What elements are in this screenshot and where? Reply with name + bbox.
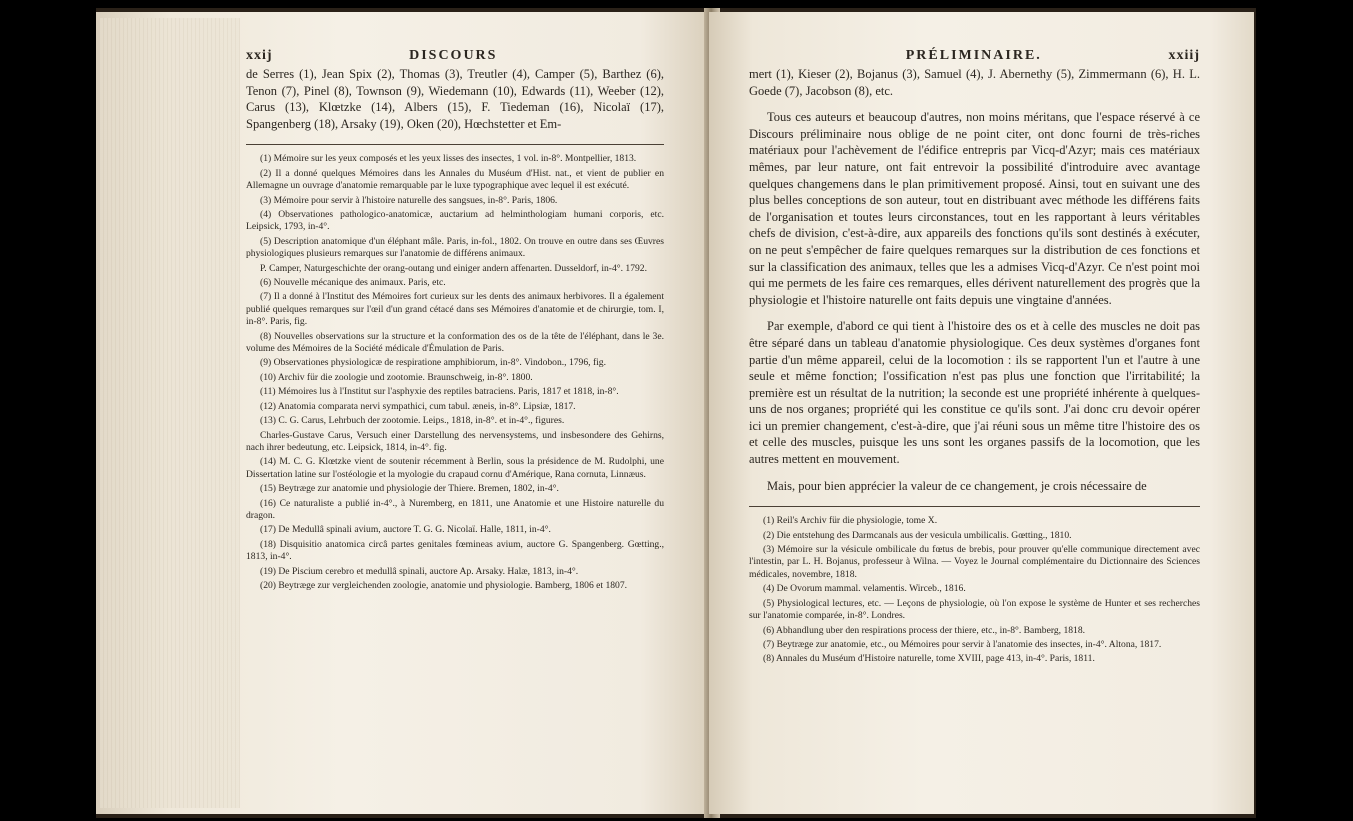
- footnote: (8) Annales du Muséum d'Histoire naturelle, tome XVIII, page 413, in-4°. Paris, 1811.: [763, 653, 1095, 665]
- footnote: (5) Physiological lectures, etc. — Leçons de physiologie, où l'on expose le système de Hunter et ses recherches sur l'anatomie comparée, in-8°. Londres.: [749, 597, 1200, 622]
- footnote: (8) Nouvelles observations sur la structure et la conformation des os de la tête de l'éléphant, dans le 3e. volume des Mémoires de la Société médicale d'Émulation de Paris.: [246, 330, 664, 355]
- footnotes-right: [749, 515, 1200, 665]
- running-head-title: PRÉLIMINAIRE.: [905, 48, 1042, 63]
- body-paragraph: mert (1), Kieser (2), Bojanus (3), Samuel (4), J. Abernethy (5), Zimmermann (6), H. L. Goede (7), Jacobson (8), etc.: [749, 67, 1200, 98]
- footnote: (16) Ce naturaliste a publié in-4°., à Nuremberg, en 1811, une Anatomie et une Histoire naturelle du dragon.: [246, 497, 664, 521]
- footnote-rule: [749, 506, 1200, 507]
- footnote: P. Camper, Naturgeschichte der orang-outang und einiger andern affenarten. Dusseldorf, in-4°. 1792.: [260, 262, 647, 274]
- footnote: (1) Reil's Archiv für die physiologie, tome X.: [763, 515, 938, 527]
- running-header-left: [246, 48, 664, 64]
- footnote: (5) Description anatomique d'un éléphant mâle. Paris, in-fol., 1802. On trouve en outre dans ses Œuvres physiologiques plusieurs remarques sur l'anatomie de différens animaux.: [246, 235, 664, 260]
- page-number: xxiij: [1168, 48, 1200, 63]
- footnote: (3) Mémoire sur la vésicule ombilicale du fœtus de brebis, pour prouver qu'elle communique directement avec l'intestin, par L. H. Bojanus, professeur à Wilna. — Voyez le Journal complémentaire du Dictionnaire des Sciences médicales, novembre, 1818.: [749, 544, 1200, 580]
- right-page: [709, 12, 1254, 814]
- footnote: (17) De Medullâ spinali avium, auctore T. G. G. Nicolaï. Halle, 1811, in-4°.: [260, 524, 551, 536]
- footnote: (6) Abhandlung uber den respirations process der thiere, etc., in-8°. Bamberg, 1818.: [763, 624, 1086, 636]
- footnote: (11) Mémoires lus à l'Institut sur l'asphyxie des reptiles batraciens. Paris, 1817 et 1818, in-8°.: [260, 386, 619, 398]
- body-paragraph: Mais, pour bien apprécier la valeur de ce changement, je crois nécessaire de: [767, 478, 1147, 493]
- footnote: (7) Beytræge zur anatomie, etc., ou Mémoires pour servir à l'anatomie des insectes, in-4°. Altona, 1817.: [763, 638, 1162, 650]
- footnote: (20) Beytræge zur vergleichenden zoologie, anatomie und physiologie. Bamberg, 1806 et 1807.: [260, 579, 628, 591]
- body-text-left: [246, 66, 664, 132]
- footnote: (4) De Ovorum mammal. velamentis. Wirceb., 1816.: [763, 583, 966, 595]
- footnote: (2) Die entstehung des Darmcanals aus der vesicula umbilicalis. Gœtting., 1810.: [763, 529, 1072, 541]
- body-paragraph: Par exemple, d'abord ce qui tient à l'histoire des os et à celle des muscles ne doit pas être séparé dans un tableau d'anatomie physiologique. Ces deux systèmes d'organes font partie d'un même appareil, celui de la locomotion : ils se rapportent l'un et l'autre à une seule et même fonction; l'ossification n'est pas plus une fonction que l'irritabilité; la première est un résultat de la nutrition; la seconde est une propriété inhérente à quelques-uns de nos organes; propriété qui les constitue ce qu'ils sont. J'ai donc cru devoir opérer ici un premier changement, c'est-à-dire, que j'ai réuni sous un même titre l'histoire des os et celle des muscles, puisque les uns sont les organes passifs de la locomotion, que les autres mettent en mouvement.: [749, 319, 1200, 467]
- running-header-right: [749, 48, 1200, 64]
- footnote: (13) C. G. Carus, Lehrbuch der zootomie. Leips., 1818, in-8°. et in-4°., figures.: [260, 415, 565, 427]
- footnote: (1) Mémoire sur les yeux composés et les yeux lisses des insectes, 1 vol. in-8°. Montpellier, 1813.: [260, 153, 637, 165]
- footnote: (9) Observationes physiologicæ de respiratione amphibiorum, in-8°. Vindobon., 1796, fig.: [260, 357, 607, 369]
- footnote: (18) Disquisitio anatomica circâ partes genitales fœmineas avium, auctore G. Spangenberg. Gœtting., 1813, in-4°.: [246, 538, 664, 563]
- body-paragraph: de Serres (1), Jean Spix (2), Thomas (3), Treutler (4), Camper (5), Barthez (6), Tenon (7), Pinel (8), Townson (9), Wiedemann (10), Edwards (11), Weeber (12), Carus (13), Klœtzke (14), Albers (15), F. Tiedeman (16), Nicolaï (17), Spangenberg (18), Arsaky (19), Oken (20), Hœchstetter et Em-: [246, 67, 664, 131]
- running-head-title: DISCOURS: [409, 48, 498, 63]
- footnote: (4) Observationes pathologico-anatomicæ, auctarium ad helminthologiam humani corporis, etc. Leipsick, 1793, in-4°.: [246, 209, 664, 233]
- footnote: (2) Il a donné quelques Mémoires dans les Annales du Muséum d'Hist. nat., et vient de publier en Allemagne un ouvrage d'anatomie remarquable par le luxe typographique avec lequel il est exécuté.: [246, 167, 664, 192]
- open-book: [96, 8, 1256, 818]
- footnote: (10) Archiv für die zoologie und zootomie. Braunschweig, in-8°. 1800.: [260, 371, 533, 383]
- body-paragraph: Tous ces auteurs et beaucoup d'autres, non moins méritans, que l'espace réservé à ce Discours préliminaire nous oblige de ne point citer, ont donc fourni de très-riches matériaux pour l'achèvement de l'édifice entrepris par Vicq-d'Azyr; mais ces matériaux mêmes, par leur nature, ont fait entrevoir la possibilité d'introduire avec avantage quelques changemens dans le plan primitivement proposé. Ainsi, tout en suivant une des plus belles conceptions de son auteur, tout en distribuant avec méthode les différens faits de l'organisation et toutes leurs circonstances, tout en les rapportant à leurs véritables chefs de division, c'est-à-dire, aux appareils des fonctions qu'ils sont destinés à exécuter, on ne peut s'empêcher de faire quelques remarques sur la distribution de ces fonctions et sur la classification des animaux, telles que les a admises Vicq-d'Azyr. Ce n'est point moi qui me permets de les faire ces remarques, elles dérivent naturellement des progrès que la physiologie et l'histoire naturelle ont faits depuis une vingtaine d'années.: [749, 110, 1200, 307]
- body-text-right: [749, 66, 1200, 494]
- footnote-rule: [246, 144, 664, 145]
- footnotes-left: [246, 153, 664, 592]
- footnote: (15) Beytræge zur anatomie und physiologie der Thiere. Bremen, 1802, in-4°.: [260, 483, 559, 495]
- page-edges: [100, 18, 240, 808]
- footnote: (12) Anatomia comparata nervi sympathici, cum tabul. æneis, in-8°. Lipsiæ, 1817.: [260, 400, 576, 412]
- footnote: (19) De Piscium cerebro et medullâ spinali, auctore Ap. Arsaky. Halæ, 1813, in-4°.: [260, 565, 579, 577]
- footnote: (14) M. C. G. Klœtzke vient de soutenir récemment à Berlin, sous la présidence de M. Rudolphi, une Dissertation latine sur l'ostéologie et la myologie du crapaud cornu d'Amérique, Rana cornuta, Linnæus.: [246, 456, 664, 480]
- footnote: Charles-Gustave Carus, Versuch einer Darstellung des nervensystems, und insbesondere des Gehirns, nach ihrer bedeutung, etc. Leipsick, 1814, in-4°. fig.: [246, 429, 664, 453]
- left-page: [96, 12, 714, 814]
- footnote: (3) Mémoire pour servir à l'histoire naturelle des sangsues, in-8°. Paris, 1806.: [260, 194, 558, 206]
- footnote: (6) Nouvelle mécanique des animaux. Paris, etc.: [260, 277, 446, 289]
- footnote: (7) Il a donné à l'Institut des Mémoires fort curieux sur les dents des animaux herbivores. Il a également publié quelques remarques sur l'œil d'un grand cétacé dans ses Mémoires d'anatomie et de chirurgie, tom. I, in-8°. Paris, fig.: [246, 291, 664, 328]
- page-number: xxij: [246, 48, 273, 63]
